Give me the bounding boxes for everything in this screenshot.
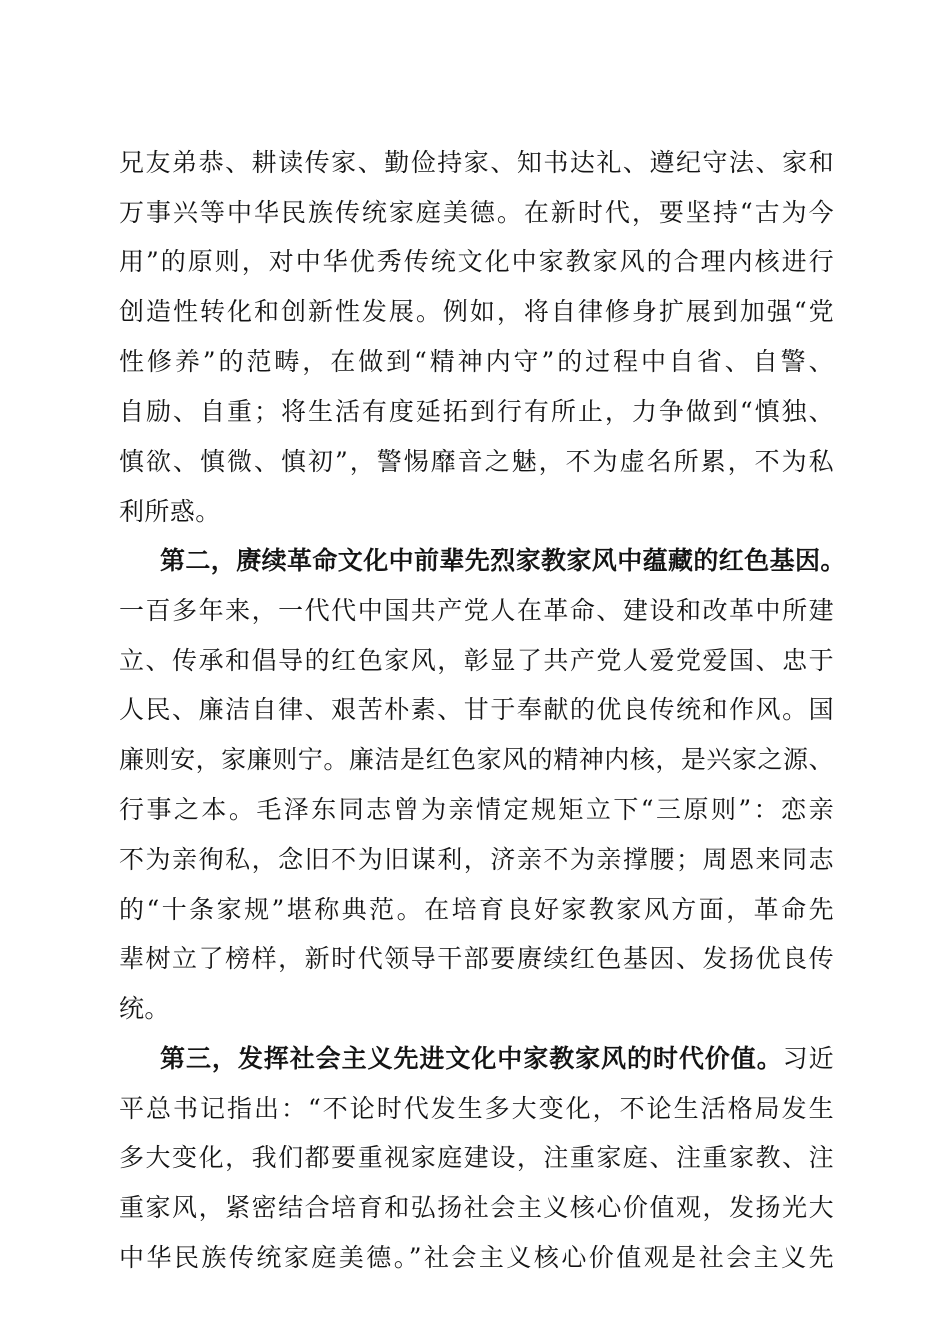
paragraph-line: 中华民族传统家庭美德。”社会主义核心价值观是社会主义先	[119, 1243, 834, 1272]
paragraph-line: 创造性转化和创新性发展。例如，将自律修身扩展到加强“党	[119, 297, 834, 326]
paragraph-line: 不为亲徇私，念旧不为旧谋利，济亲不为亲撑腰；周恩来同志	[119, 845, 834, 874]
paragraph-line: 多大变化，我们都要重视家庭建设，注重家庭、注重家教、注	[119, 1143, 834, 1172]
heading-tail-text: 习近	[782, 1044, 834, 1073]
paragraph-line: 重家风，紧密结合培育和弘扬社会主义核心价值观，发扬光大	[119, 1193, 834, 1222]
section-heading: 第二，赓续革命文化中前辈先烈家教家风中蕴藏的红色基因。	[160, 546, 846, 575]
paragraph-line: 一百多年来，一代代中国共产党人在革命、建设和改革中所建	[119, 596, 834, 625]
section-heading-line	[160, 1037, 834, 1081]
section-heading: 第三，发挥社会主义先进文化中家教家风的时代价值。	[160, 1044, 783, 1073]
paragraph-line: 统。	[119, 994, 170, 1023]
paragraph-line: 平总书记指出：“不论时代发生多大变化，不论生活格局发生	[119, 1094, 834, 1123]
paragraph-line: 辈树立了榜样，新时代领导干部要赓续红色基因、发扬优良传	[119, 944, 834, 973]
paragraph-line: 廉则安，家廉则宁。廉洁是红色家风的精神内核，是兴家之源、	[119, 745, 834, 774]
paragraph-line: 慎欲、慎微、慎初”，警惕靡音之魅，不为虚名所累，不为私	[119, 447, 834, 476]
paragraph-line: 用”的原则，对中华优秀传统文化中家教家风的合理内核进行	[119, 247, 834, 276]
paragraph-line: 人民、廉洁自律、艰苦朴素、甘于奉献的优良传统和作风。国	[119, 695, 834, 724]
paragraph-line: 兄友弟恭、耕读传家、勤俭持家、知书达礼、遵纪守法、家和	[119, 148, 834, 177]
paragraph-line: 自励、自重；将生活有度延拓到行有所止，力争做到“慎独、	[119, 397, 834, 426]
paragraph-line: 的“十条家规”堪称典范。在培育良好家教家风方面，革命先	[119, 895, 834, 924]
paragraph-line: 万事兴等中华民族传统家庭美德。在新时代，要坚持“古为今	[119, 198, 834, 227]
paragraph-line: 行事之本。毛泽东同志曾为亲情定规矩立下“三原则”：恋亲	[119, 795, 834, 824]
paragraph-line: 利所惑。	[119, 497, 221, 526]
paragraph-line: 性修养”的范畴，在做到“精神内守”的过程中自省、自警、	[119, 347, 834, 376]
paragraph-line: 立、传承和倡导的红色家风，彰显了共产党人爱党爱国、忠于	[119, 646, 834, 675]
